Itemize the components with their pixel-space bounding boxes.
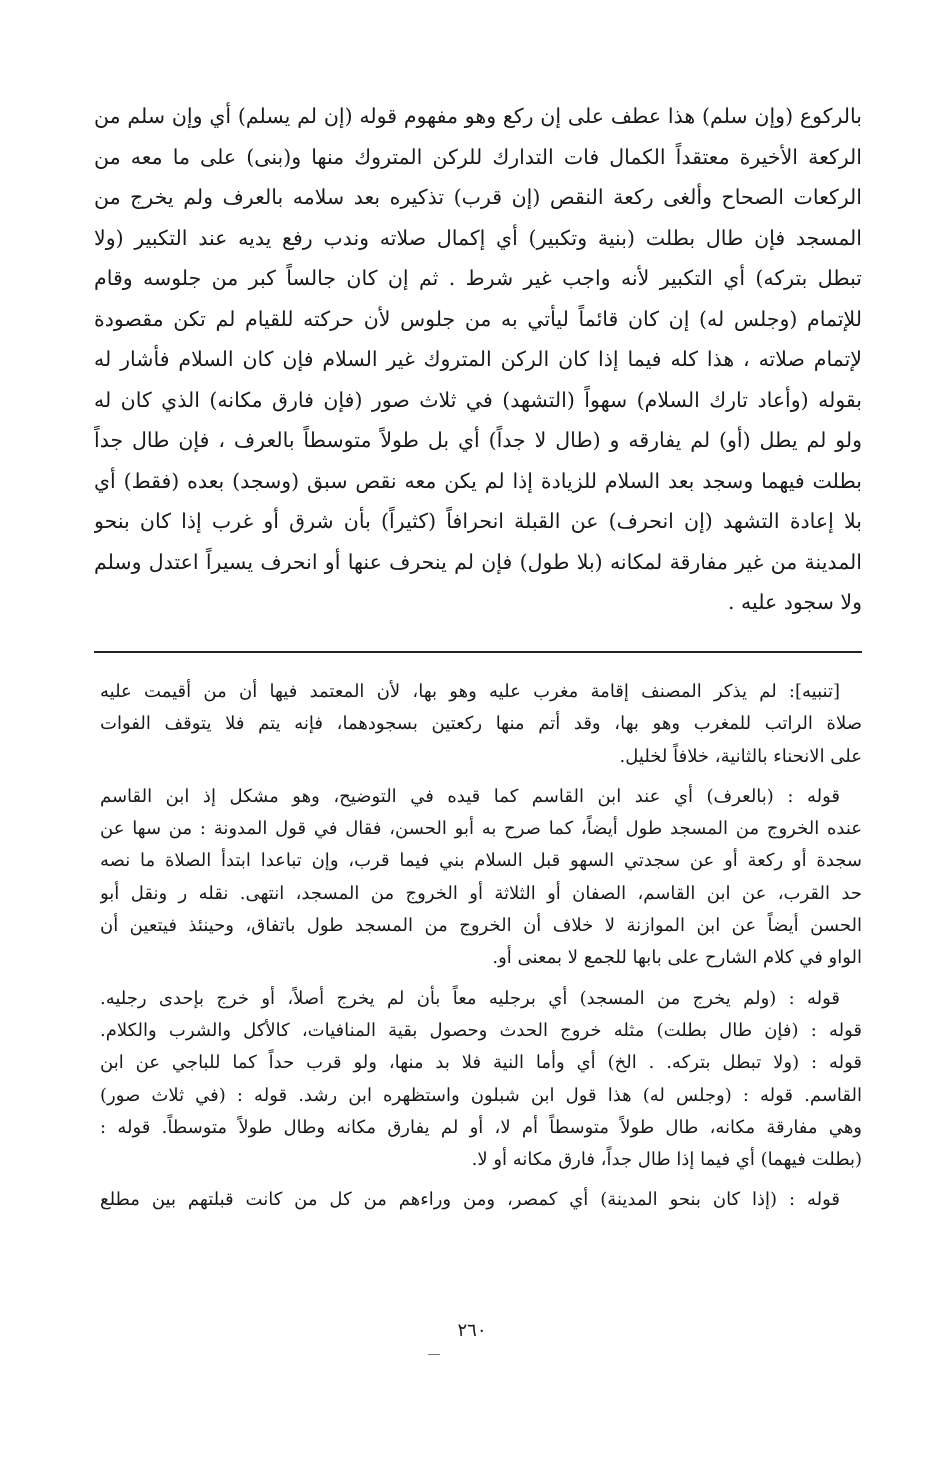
text-line: تبطل بتركه) أي التكبير لأنه واجب غير شرط . ثم إن كان جالساً كبر من جلوسه وقام — [94, 266, 862, 290]
page-number: ٢٦٠ — [457, 1320, 487, 1341]
text-line: ولو لم يطل (أو) لم يفارقه و (طال لا جداً) أي بل طولاً متوسطاً بالعرف ، فإن طال جداً — [94, 428, 862, 452]
footnote-line: قوله : (إذا كان بنحو المدينة) أي كمصر، ومن وراءهم من كل من كانت قبلتهم بين مطلع — [100, 1189, 840, 1211]
footnote-line: قوله : (فإن طال بطلت) مثله خروج الحدث وحصول بقية المنافيات، كالأكل والشرب والكلام. — [100, 1019, 862, 1041]
footnote-line: قوله : (ولم يخرج من المسجد) أي برجليه معاً بأن لم يخرج أصلاً، أو خرج بإحدى رجليه. — [100, 987, 840, 1009]
text-line: بلا إعادة التشهد (إن انحرف) عن القبلة انحرافاً (كثيراً) بأن شرق أو غرب إذا كان بنحو — [94, 509, 862, 533]
main-paragraph — [94, 96, 862, 623]
footnote-line: الواو في كلام الشارح على بابها للجمع لا بمعنى أو. — [492, 947, 862, 969]
footnote-line: (بطلت فيهما) أي فيما إذا طال جداً، فارق مكانه أو لا. — [471, 1149, 862, 1171]
text-line: لإتمام صلاته ، هذا كله فيما إذا كان الركن المتروك غير السلام فإن كان السلام فأشار له — [94, 347, 862, 371]
text-line: بقوله (وأعاد تارك السلام) سهواً (التشهد) في ثلاث صور (فإن فارق مكانه) الذي كان له — [94, 387, 862, 412]
footnote-note — [100, 983, 862, 1177]
footnote-line: صلاة الراتب للمغرب وهو بها، وقد أتم منها ركعتين بسجودهما، فإنه يتم فلا يتوقف الفوات — [100, 713, 862, 735]
footnote-line: القاسم. قوله : (وجلس له) هذا قول ابن شبلون واستظهره ابن رشد. قوله : (في ثلاث صور) — [100, 1084, 862, 1106]
text-line: المدينة من غير مفارقة لمكانه (بلا طول) فإن لم ينحرف عنها أو انحرف يسيراً اعتدل وسلم — [94, 549, 862, 574]
footnote-line: قوله : (بالعرف) أي عند ابن القاسم كما قيده في التوضيح، وهو مشكل إذ ابن القاسم — [100, 785, 840, 807]
text-line: للإتمام (وجلس له) إن كان قائماً ليأتي به من جلوس لأن حركته للقيام لم تكن مقصودة — [94, 306, 862, 331]
footnote-note — [100, 676, 862, 773]
footnote-line: وهي مفارقة مكانه، طال طولاً متوسطاً أم لا، أو لم يفارق مكانه وطال طولاً متوسطاً. قوله : — [100, 1116, 862, 1138]
footnote-line: حد القرب، عن ابن القاسم، الصفان أو الثلاثة أو الخروج من المسجد، انتهى. نقله ر ونقل أبو — [100, 882, 862, 904]
text-line: ولا سجود عليه . — [728, 590, 862, 614]
footnote-divider — [94, 651, 862, 653]
footnote-line: [تنبيه]: لم يذكر المصنف إقامة مغرب عليه وهو بها، لأن المعتمد فيها أن من أقيمت عليه — [100, 681, 840, 702]
footnote-line: عنده الخروج من المسجد طول أيضاً، كما صرح به أبو الحسن، فقال في قول المدونة : من سها عن — [100, 818, 862, 840]
footnote-line: سجدة أو ركعة أو عن سجدتي السهو قبل السلام بني فيما قرب، وإن تباعدا ابتدأ الصلاة ما نصه — [100, 850, 862, 872]
footnote-line: الحسن أيضاً عن ابن الموازنة لا خلاف أن الخروج من المسجد طول باتفاق، وحينئذ فيتعين أن — [100, 915, 862, 937]
text-line: بطلت فيهما وسجد بعد السلام للزيادة إذا لم يكن معه نقص سبق (وسجد) بعده (فقط) أي — [94, 468, 862, 493]
scan-mark — [428, 1354, 440, 1355]
text-line: بالركوع (وإن سلم) هذا عطف على إن ركع وهو مفهوم قوله (إن لم يسلم) أي وإن سلم من — [94, 104, 862, 128]
footnote-note — [100, 1184, 862, 1216]
text-line: المسجد فإن طال بطلت (بنية وتكبير) أي إكمال صلاته وندب رفع يديه عند التكبير (ولا — [94, 225, 862, 250]
text-line: الركعات الصحاح وألغى ركعة النقص (إن قرب) تذكيره بعد سلامه بالعرف ولم يخرج من — [94, 185, 862, 209]
footnotes-block — [100, 676, 862, 1225]
text-line: الركعة الأخيرة معتقداً الكمال فات التدارك للركن المتروك منها و(بنى) على ما معه من — [94, 144, 862, 169]
footnote-note — [100, 781, 862, 975]
main-text-block — [94, 96, 862, 623]
footnote-line: على الانحناء بالثانية، خلافاً لخليل. — [619, 745, 862, 767]
footnote-line: قوله : (ولا تبطل بتركه. . الخ) أي وأما النية فلا بد منها، ولو قرب حداً كما للباجي عن ابن — [100, 1052, 862, 1074]
